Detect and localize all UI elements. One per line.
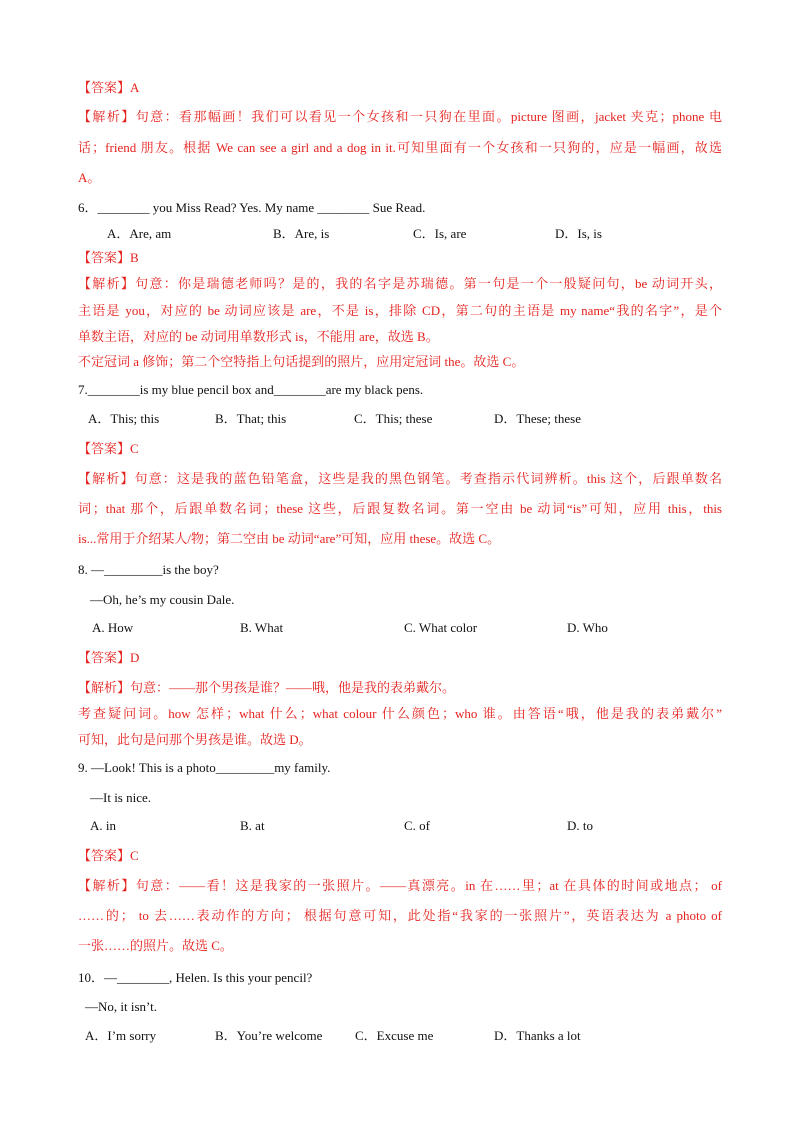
analysis-q6-line-3: 单数主语，对应的 be 动词用单数形式 is，不能用 are，故选 B。	[78, 329, 439, 344]
analysis-q6-line-1: 【解析】句意：你是瑞德老师吗？是的，我的名字是苏瑞德。第一句是一个一般疑问句，be 动词开头，	[78, 276, 722, 291]
option-d: D．Thanks a lot	[494, 1028, 581, 1043]
question-9-stem: 9. —Look! This is a photo_________my family.	[78, 760, 331, 775]
option-c: C. of	[404, 818, 430, 833]
answer-q5: 【答案】A	[78, 80, 140, 95]
analysis-q8-line-1: 【解析】句意：——那个男孩是谁？——哦，他是我的表弟戴尔。	[78, 680, 456, 695]
analysis-q9-line-1: 【解析】句意：——看！这是我家的一张照片。——真漂亮。in 在……里；at 在具体的时间或地点； of	[78, 878, 722, 893]
analysis-q5-line-2: 话；friend 朋友。根据 We can see a girl and a dog in it.可知里面有一个女孩和一只狗的，应是一幅画，故选	[78, 140, 722, 155]
option-d: D．Is, is	[555, 226, 602, 241]
answer-q9: 【答案】C	[78, 848, 139, 863]
option-c: C. What color	[404, 620, 478, 635]
question-8-options	[0, 619, 800, 637]
option-a: A．Are, am	[107, 226, 172, 241]
option-c: C．This; these	[354, 411, 433, 426]
question-7-stem: 7.________is my blue pencil box and________are my black pens.	[78, 382, 424, 397]
option-b: B. at	[240, 818, 265, 833]
analysis-q7-line-1: 【解析】句意：这是我的蓝色铅笔盒，这些是我的黑色钢笔。考查指示代词辨析。this 这个，后跟单数名	[78, 471, 722, 486]
option-c: C．Excuse me	[355, 1028, 434, 1043]
analysis-q5-line-3: A。	[78, 170, 101, 185]
option-d: D．These; these	[494, 411, 582, 426]
option-b: B．That; this	[215, 411, 287, 426]
analysis-q6-line-4: 不定冠词 a 修饰；第二个空特指上句话提到的照片，应用定冠词 the。故选 C。	[78, 354, 525, 369]
question-10-stem: 10．—________, Helen. Is this your pencil?	[78, 970, 313, 985]
option-d: D. to	[567, 818, 593, 833]
question-6-stem: 6．________ you Miss Read? Yes. My name ________ Sue Read.	[78, 200, 426, 215]
question-10-reply: —No, it isn’t.	[85, 999, 157, 1014]
analysis-q5-line-1: 【解析】句意：看那幅画！我们可以看见一个女孩和一只狗在里面。picture 图画，jacket 夹克；phone 电	[78, 109, 722, 124]
answer-q8: 【答案】D	[78, 650, 140, 665]
analysis-q7-line-3: is...常用于介绍某人/物；第二空由 be 动词“are”可知，应用 these。故选 C。	[78, 531, 501, 546]
analysis-q9-line-2: ……的； to 去……表动作的方向； 根据句意可知，此处指“我家的一张照片”，英语表达为 a photo of	[78, 908, 722, 923]
option-a: A．I’m sorry	[85, 1028, 157, 1043]
analysis-q8-line-2: 考查疑问词。how 怎样；what 什么；what colour 什么颜色；who 谁。由答语“哦，他是我的表弟戴尔”	[78, 706, 722, 721]
question-9-options	[0, 817, 800, 835]
analysis-q7-line-2: 词；that 那个，后跟单数名词；these 这些，后跟复数名词。第一空由 be 动词“is”可知，应用 this，this	[78, 501, 722, 516]
analysis-q8-line-3: 可知，此句是问那个男孩是谁。故选 D。	[78, 732, 312, 747]
answer-q6: 【答案】B	[78, 250, 139, 265]
analysis-q6-line-2: 主语是 you，对应的 be 动词应该是 are，不是 is，排除 CD，第二句的主语是 my name“我的名字”，是个	[78, 303, 722, 318]
question-9-reply: —It is nice.	[90, 790, 152, 805]
option-b: B. What	[240, 620, 284, 635]
question-8-stem: 8. —_________is the boy?	[78, 562, 219, 577]
question-6-options	[0, 225, 800, 243]
question-10-options	[0, 1027, 800, 1045]
option-a: A．This; this	[88, 411, 160, 426]
option-d: D. Who	[567, 620, 608, 635]
answer-q7: 【答案】C	[78, 441, 139, 456]
question-8-reply: —Oh, he’s my cousin Dale.	[90, 592, 235, 607]
question-7-options	[0, 410, 800, 428]
option-a: A. in	[90, 818, 116, 833]
option-b: B．Are, is	[273, 226, 330, 241]
analysis-q9-line-3: 一张……的照片。故选 C。	[78, 938, 233, 953]
option-a: A. How	[92, 620, 134, 635]
option-c: C．Is, are	[413, 226, 467, 241]
option-b: B．You’re welcome	[215, 1028, 323, 1043]
